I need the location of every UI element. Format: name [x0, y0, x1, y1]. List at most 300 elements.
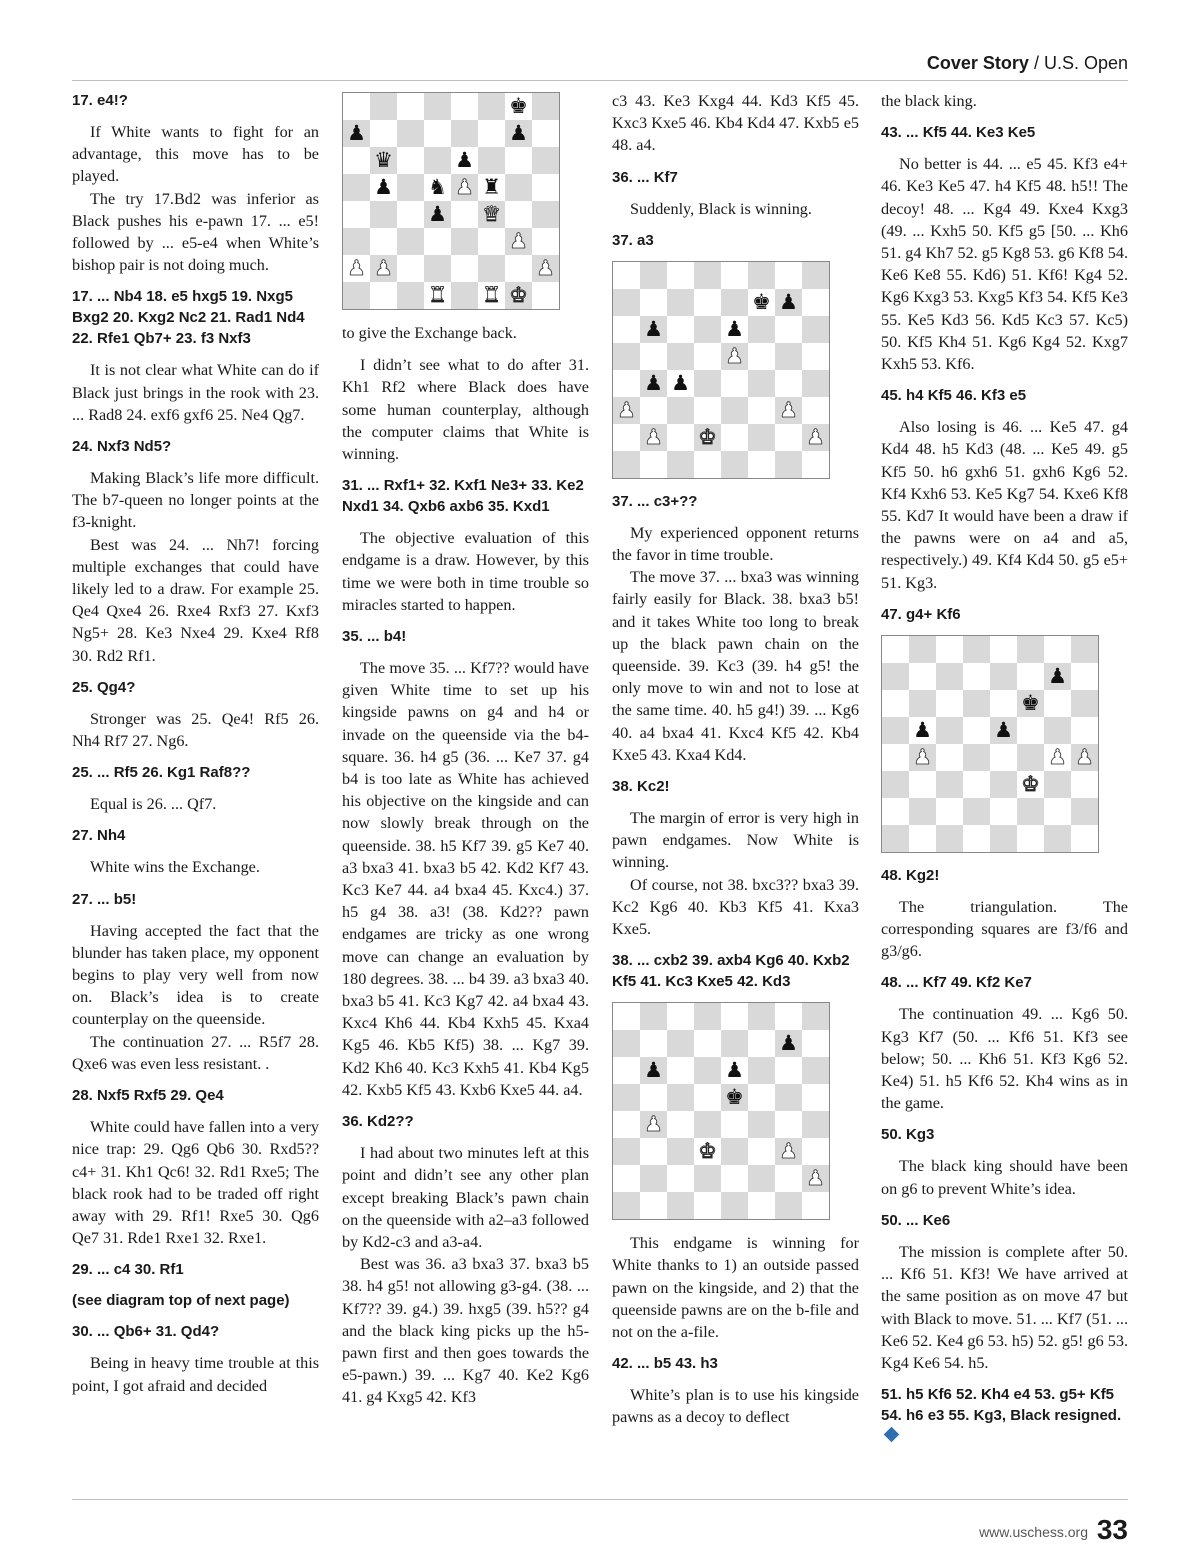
square-h3 [1071, 771, 1098, 798]
square-g7 [775, 289, 802, 316]
black-knight-icon: ♞ [428, 175, 447, 199]
square-b5 [370, 174, 397, 201]
black-king-icon: ♚ [752, 289, 771, 314]
white-pawn-icon: ♟ [779, 397, 798, 422]
end-mark-icon [884, 1427, 900, 1443]
square-d6 [694, 1057, 721, 1084]
square-f5 [478, 174, 505, 201]
square-a8 [613, 1003, 640, 1030]
move-heading [881, 1210, 1128, 1231]
square-c4 [397, 201, 424, 228]
square-a1 [882, 825, 909, 852]
white-pawn-icon: ♟ [347, 256, 366, 280]
square-a8 [882, 636, 909, 663]
square-f1 [1017, 825, 1044, 852]
section-title: Cover Story [926, 53, 1029, 73]
square-c8 [667, 262, 694, 289]
square-b6 [909, 690, 936, 717]
move-heading [72, 825, 319, 846]
square-a3 [882, 771, 909, 798]
square-g2 [775, 1165, 802, 1192]
body-paragraph: White’s plan is to use his kingside pawns as a decoy to deflect [612, 1386, 859, 1427]
square-c8 [936, 636, 963, 663]
square-g2 [1044, 798, 1071, 825]
square-d3 [694, 397, 721, 424]
square-a5 [882, 717, 909, 744]
square-b5 [640, 343, 667, 370]
move-text: (see diagram top of next page) [72, 1292, 290, 1310]
move-heading [881, 1124, 1128, 1145]
square-b3 [640, 397, 667, 424]
square-h8 [802, 1003, 829, 1030]
square-g1 [775, 451, 802, 478]
square-a7 [613, 1030, 640, 1057]
square-g7 [775, 1030, 802, 1057]
square-a6 [613, 316, 640, 343]
square-c5 [936, 717, 963, 744]
square-a3 [343, 228, 370, 255]
move-heading [612, 491, 859, 512]
black-pawn-icon: ♟ [644, 370, 663, 395]
square-d1 [424, 282, 451, 309]
square-e7 [721, 1030, 748, 1057]
move-text: 43. ... Kf5 44. Ke3 Ke5 [881, 124, 1036, 142]
square-b1 [640, 1192, 667, 1219]
square-a4 [882, 744, 909, 771]
square-e8 [990, 636, 1017, 663]
square-d3 [424, 228, 451, 255]
square-b2 [370, 255, 397, 282]
move-heading [72, 1321, 319, 1342]
white-pawn-icon: ♟ [1075, 744, 1094, 769]
move-heading [612, 167, 859, 188]
square-d6 [424, 147, 451, 174]
square-d7 [694, 1030, 721, 1057]
square-b1 [370, 282, 397, 309]
body-paragraph: Having accepted the fact that the blunder has taken place, my opponent begins to play very well from now on. Black’s idea is to create counterplay on the queenside. [72, 921, 319, 1029]
square-c3 [667, 1138, 694, 1165]
square-g6 [775, 316, 802, 343]
square-e7 [721, 289, 748, 316]
square-e8 [721, 1003, 748, 1030]
square-e6 [721, 1057, 748, 1084]
square-a6 [882, 690, 909, 717]
move-heading [881, 1384, 1128, 1447]
move-heading [72, 1259, 319, 1280]
white-king-icon: ♚ [698, 1139, 717, 1164]
body-paragraph: The mission is complete after 50. ... Kf6 51. Kf3! We have arrived at the same position as on move 47 but with Black to move. 51. ... Kf7 (51. ... Ke6 52. Ke4 g6 53. h5) 52. g5! g6 53. Kg4 Ke6 54. h5. [881, 1242, 1128, 1372]
square-h1 [802, 1192, 829, 1219]
black-pawn-icon: ♟ [374, 175, 393, 199]
square-g1 [775, 1192, 802, 1219]
black-king-icon: ♚ [509, 94, 528, 118]
square-e3 [721, 397, 748, 424]
square-e8 [451, 93, 478, 120]
square-e2 [990, 798, 1017, 825]
body-paragraph: the black king. [881, 92, 977, 110]
square-b8 [640, 1003, 667, 1030]
square-g8 [775, 262, 802, 289]
move-heading [881, 604, 1128, 625]
square-d6 [963, 690, 990, 717]
square-h6 [802, 1057, 829, 1084]
square-d8 [694, 262, 721, 289]
square-c1 [667, 1192, 694, 1219]
square-f3 [748, 1138, 775, 1165]
body-paragraph: Of course, not 38. bxc3?? bxa3 39. Kc2 Kg6 40. Kb3 Kf5 41. Kxa3 Kxe5. [612, 875, 859, 939]
body-paragraph: The margin of error is very high in pawn endgames. Now White is winning. [612, 809, 859, 872]
square-d1 [963, 825, 990, 852]
square-b2 [640, 1165, 667, 1192]
chess-diagram [612, 261, 830, 479]
move-heading [612, 950, 859, 992]
square-g3 [505, 228, 532, 255]
column-2 [342, 90, 589, 1419]
move-heading [72, 1085, 319, 1106]
square-c7 [667, 289, 694, 316]
square-a2 [613, 1165, 640, 1192]
move-text: 25. ... Rf5 26. Kg1 Raf8?? [72, 764, 251, 782]
move-heading [342, 1111, 589, 1132]
black-queen-icon: ♛ [374, 148, 393, 172]
square-a2 [343, 255, 370, 282]
square-e5 [721, 1084, 748, 1111]
square-f5 [748, 343, 775, 370]
square-d4 [963, 744, 990, 771]
body-paragraph: The triangulation. The corresponding squares are f3/f6 and g3/g6. [881, 897, 1128, 961]
square-b3 [640, 1138, 667, 1165]
black-pawn-icon: ♟ [913, 717, 932, 742]
square-a4 [613, 370, 640, 397]
square-g5 [505, 174, 532, 201]
square-g8 [1044, 636, 1071, 663]
black-pawn-icon: ♟ [1048, 663, 1067, 688]
square-h8 [532, 93, 559, 120]
square-e3 [451, 228, 478, 255]
black-pawn-icon: ♟ [779, 289, 798, 314]
square-g6 [1044, 690, 1071, 717]
square-h7 [802, 289, 829, 316]
body-paragraph: The continuation 27. ... R5f7 28. Qxe6 was even less resistant. . [72, 1032, 319, 1073]
square-a6 [343, 147, 370, 174]
body-paragraph: to give the Exchange back. [342, 324, 517, 342]
white-pawn-icon: ♟ [806, 424, 825, 449]
body-paragraph: Making Black’s life more difficult. The b7-queen no longer points at the f3-knight. [72, 469, 319, 532]
white-pawn-icon: ♟ [536, 256, 555, 280]
square-h6 [1071, 690, 1098, 717]
square-h5 [532, 174, 559, 201]
square-d2 [963, 798, 990, 825]
square-a7 [343, 120, 370, 147]
square-h7 [1071, 663, 1098, 690]
body-paragraph: White wins the Exchange. [90, 858, 260, 877]
move-text: 37. a3 [612, 231, 654, 249]
move-text: 36. Kd2?? [342, 1113, 414, 1131]
square-g3 [775, 1138, 802, 1165]
square-c1 [397, 282, 424, 309]
square-d7 [963, 663, 990, 690]
square-c5 [667, 343, 694, 370]
square-e4 [721, 1111, 748, 1138]
square-h6 [802, 316, 829, 343]
square-f2 [478, 255, 505, 282]
black-rook-icon: ♜ [482, 175, 501, 199]
square-g2 [505, 255, 532, 282]
square-f7 [748, 1030, 775, 1057]
square-g5 [775, 343, 802, 370]
square-c1 [667, 451, 694, 478]
move-text: 27. ... b5! [72, 890, 137, 908]
square-f3 [1017, 771, 1044, 798]
square-b3 [909, 771, 936, 798]
section-subtitle: U.S. Open [1043, 53, 1128, 73]
square-e3 [990, 771, 1017, 798]
black-pawn-icon: ♟ [725, 1058, 744, 1083]
move-text: 30. ... Qb6+ 31. Qd4? [72, 1323, 220, 1341]
square-d8 [963, 636, 990, 663]
square-e4 [990, 744, 1017, 771]
move-heading [72, 762, 319, 783]
square-h5 [802, 1084, 829, 1111]
square-b6 [640, 1057, 667, 1084]
body-paragraph: The continuation 49. ... Kg6 50. Kg3 Kf7 (50. ... Kf6 51. Kf3 see below; 50. ... Kh6 51. Kf3 Kg6 52. Ke4) 51. h5 Kf6 52. Kh4 wins as in the game. [881, 1005, 1128, 1113]
square-a4 [613, 1111, 640, 1138]
square-g7 [505, 120, 532, 147]
square-g1 [505, 282, 532, 309]
move-text: 38. Kc2! [612, 778, 670, 796]
white-king-icon: ♚ [1021, 771, 1040, 796]
square-b4 [640, 1111, 667, 1138]
square-f5 [748, 1084, 775, 1111]
square-c7 [667, 1030, 694, 1057]
square-e6 [721, 316, 748, 343]
square-e1 [451, 282, 478, 309]
square-a5 [613, 1084, 640, 1111]
square-b7 [640, 289, 667, 316]
square-f1 [748, 1192, 775, 1219]
white-rook-icon: ♜ [482, 283, 501, 307]
square-a3 [613, 397, 640, 424]
square-h3 [802, 397, 829, 424]
white-pawn-icon: ♟ [1048, 744, 1067, 769]
square-b8 [640, 262, 667, 289]
body-paragraph: My experienced opponent returns the favor in time trouble. [612, 523, 859, 565]
move-heading [72, 436, 319, 457]
square-h2 [802, 1165, 829, 1192]
square-b4 [370, 201, 397, 228]
square-a4 [343, 201, 370, 228]
running-header [927, 53, 1128, 74]
square-b3 [370, 228, 397, 255]
square-f6 [1017, 690, 1044, 717]
square-e7 [990, 663, 1017, 690]
white-queen-icon: ♛ [482, 202, 501, 226]
move-text: 35. ... b4! [342, 628, 407, 646]
square-f4 [1017, 744, 1044, 771]
square-c4 [667, 370, 694, 397]
black-pawn-icon: ♟ [725, 316, 744, 341]
square-d4 [694, 1111, 721, 1138]
square-b6 [370, 147, 397, 174]
square-g3 [775, 397, 802, 424]
square-g4 [505, 201, 532, 228]
white-rook-icon: ♜ [428, 283, 447, 307]
square-g6 [775, 1057, 802, 1084]
square-b8 [909, 636, 936, 663]
move-text: 48. ... Kf7 49. Kf2 Ke7 [881, 974, 1032, 992]
body-paragraph: If White wants to fight for an advantage, this move has to be played. [72, 123, 319, 186]
move-text: 29. ... c4 30. Rf1 [72, 1261, 184, 1279]
square-c2 [667, 1165, 694, 1192]
square-c3 [667, 397, 694, 424]
square-c7 [397, 120, 424, 147]
body-paragraph: Equal is 26. ... Qf7. [90, 795, 217, 814]
move-heading [612, 1353, 859, 1374]
square-b7 [640, 1030, 667, 1057]
white-pawn-icon: ♟ [644, 1112, 663, 1137]
square-b2 [640, 424, 667, 451]
square-e1 [990, 825, 1017, 852]
body-paragraph: I had about two minutes left at this point and didn’t see any other plan except breaking Black’s pawn chain on the queenside with a2–a3 followed by Kd2-c3 and a3-a4. [342, 1144, 589, 1251]
square-b2 [909, 798, 936, 825]
black-pawn-icon: ♟ [347, 121, 366, 145]
header-separator: / [1033, 53, 1044, 73]
square-d8 [694, 1003, 721, 1030]
move-text: 38. ... cxb2 39. axb4 Kg6 40. Kxb2 Kf5 41. Kc3 Kxe5 42. Kd3 [612, 952, 850, 991]
move-heading [72, 90, 319, 111]
square-h1 [1071, 825, 1098, 852]
square-f2 [748, 424, 775, 451]
square-c2 [667, 424, 694, 451]
square-c7 [936, 663, 963, 690]
square-a5 [613, 343, 640, 370]
square-a6 [613, 1057, 640, 1084]
square-c6 [667, 1057, 694, 1084]
square-c4 [936, 744, 963, 771]
move-text: 37. ... c3+?? [612, 492, 698, 510]
square-h4 [532, 201, 559, 228]
square-g4 [775, 370, 802, 397]
square-f8 [748, 262, 775, 289]
square-c6 [936, 690, 963, 717]
black-pawn-icon: ♟ [509, 121, 528, 145]
square-b4 [640, 370, 667, 397]
body-paragraph: The move 37. ... bxa3 was winning fairly easily for Black. 38. bxa3 b5! and it takes White too long to break up the black pawn chain on the queenside. 39. Kc3 (39. h4 g5! the only move to win and not to lose at the same time. 40. h5 g4!) 39. ... Kg6 40. a4 bxa4 41. Kxc4 Kf5 42. Kb4 Kxe5 43. Kxa4 Kd4. [612, 568, 859, 764]
move-text: 27. Nh4 [72, 827, 126, 845]
move-text: 42. ... b5 43. h3 [612, 1355, 718, 1373]
chess-diagram [881, 635, 1099, 853]
square-e1 [721, 451, 748, 478]
square-e8 [721, 262, 748, 289]
move-text: 50. Kg3 [881, 1126, 935, 1144]
square-d5 [963, 717, 990, 744]
body-paragraph: No better is 44. ... e5 45. Kf3 e4+ 46. Ke3 Ke5 47. h4 Kf5 48. h5!! The decoy! 48. ... Kg4 49. Kxe4 Kxg3 (49. ... Kxh5 50. Kf5 g5 [50. ... Kh6 51. g4 Kh7 52. g5 Kg8 53. g6 Kf8 54. Ke6 Ke8 55. Kd6) 51. Kf6! Kg4 52. Kg6 Kxg3 53. Kxg5 Kf3 54. Kf5 Ke3 55. Ke5 Kd3 56. Kd5 Kc3 57. Kc5) 50. Kf5 Kh4 51. Kg6 Kg4 52. Kxg7 Kxh5 53. Kf6. [881, 155, 1128, 374]
footer-url: www.uschess.org [979, 1524, 1088, 1540]
white-pawn-icon: ♟ [806, 1166, 825, 1191]
body-paragraph: Best was 36. a3 bxa3 37. bxa3 b5 38. h4 g5! not allowing g3-g4. (38. ... Kf7?? 39. g4.) 39. hxg5 (39. h5?? g4 and the black king picks up the h5-pawn first and then goes towards the e5-pawn.) 39. ... Kg7 40. Ke2 Kg6 41. g4 Kxg5 42. Kf3 [342, 1255, 589, 1407]
move-heading [72, 677, 319, 698]
square-f8 [1017, 636, 1044, 663]
white-pawn-icon: ♟ [455, 175, 474, 199]
square-h2 [1071, 798, 1098, 825]
black-pawn-icon: ♟ [644, 316, 663, 341]
square-e2 [451, 255, 478, 282]
square-e1 [721, 1192, 748, 1219]
white-pawn-icon: ♟ [617, 397, 636, 422]
square-d3 [694, 1138, 721, 1165]
body-paragraph: I didn’t see what to do after 31. Kh1 Rf2 where Black does have some human counterplay, although the computer claims that White is winning. [342, 356, 589, 464]
square-b1 [909, 825, 936, 852]
square-f1 [478, 282, 505, 309]
black-king-icon: ♚ [1021, 690, 1040, 715]
move-heading [881, 865, 1128, 886]
square-c2 [397, 255, 424, 282]
square-g3 [1044, 771, 1071, 798]
body-paragraph: Stronger was 25. Qe4! Rf5 26. Nh4 Rf7 27. Ng6. [72, 709, 319, 751]
move-text: 48. Kg2! [881, 866, 940, 884]
white-pawn-icon: ♟ [644, 424, 663, 449]
square-b7 [370, 120, 397, 147]
square-c3 [936, 771, 963, 798]
body-paragraph: Being in heavy time trouble at this point, I got afraid and decided [72, 1354, 319, 1395]
square-a1 [343, 282, 370, 309]
black-pawn-icon: ♟ [428, 202, 447, 226]
square-d4 [424, 201, 451, 228]
square-g5 [1044, 717, 1071, 744]
square-f2 [748, 1165, 775, 1192]
square-g1 [1044, 825, 1071, 852]
square-d6 [694, 316, 721, 343]
square-h2 [532, 255, 559, 282]
square-d5 [694, 1084, 721, 1111]
square-f5 [1017, 717, 1044, 744]
square-b5 [640, 1084, 667, 1111]
square-f1 [748, 451, 775, 478]
square-b7 [909, 663, 936, 690]
body-paragraph: Suddenly, Black is winning. [630, 199, 812, 218]
square-a2 [613, 424, 640, 451]
body-paragraph: The black king should have been on g6 to prevent White’s idea. [881, 1157, 1128, 1198]
square-h1 [532, 282, 559, 309]
column-4 [881, 90, 1128, 1457]
move-heading [881, 122, 1128, 143]
square-g2 [775, 424, 802, 451]
square-f6 [748, 316, 775, 343]
move-heading [612, 230, 859, 251]
square-c1 [936, 825, 963, 852]
square-f7 [478, 120, 505, 147]
black-pawn-icon: ♟ [994, 717, 1013, 742]
square-e6 [990, 690, 1017, 717]
square-d2 [694, 424, 721, 451]
square-h7 [802, 1030, 829, 1057]
move-text: 24. Nxf3 Nd5? [72, 438, 172, 456]
move-heading [342, 626, 589, 647]
body-paragraph: Also losing is 46. ... Ke5 47. g4 Kd4 48. h5 Kd3 (48. ... Ke5 49. g5 Kf5 50. h6 gxh6 51. gxh6 Kg6 52. Kf4 Kxh6 53. Ke5 Kg7 54. Kxe6 Kf8 55. Kd7 It would have been a draw if the pawns were on a4 and a5, respectively.) 49. Kf4 Kd4 50. g5 e5+ 51. Kg3. [881, 418, 1128, 592]
move-heading [881, 385, 1128, 406]
square-d3 [963, 771, 990, 798]
square-d8 [424, 93, 451, 120]
square-a7 [882, 663, 909, 690]
square-f7 [748, 289, 775, 316]
square-b4 [909, 744, 936, 771]
square-d4 [694, 370, 721, 397]
square-d1 [694, 1192, 721, 1219]
square-e5 [721, 343, 748, 370]
square-a8 [343, 93, 370, 120]
square-e5 [990, 717, 1017, 744]
move-heading [881, 972, 1128, 993]
